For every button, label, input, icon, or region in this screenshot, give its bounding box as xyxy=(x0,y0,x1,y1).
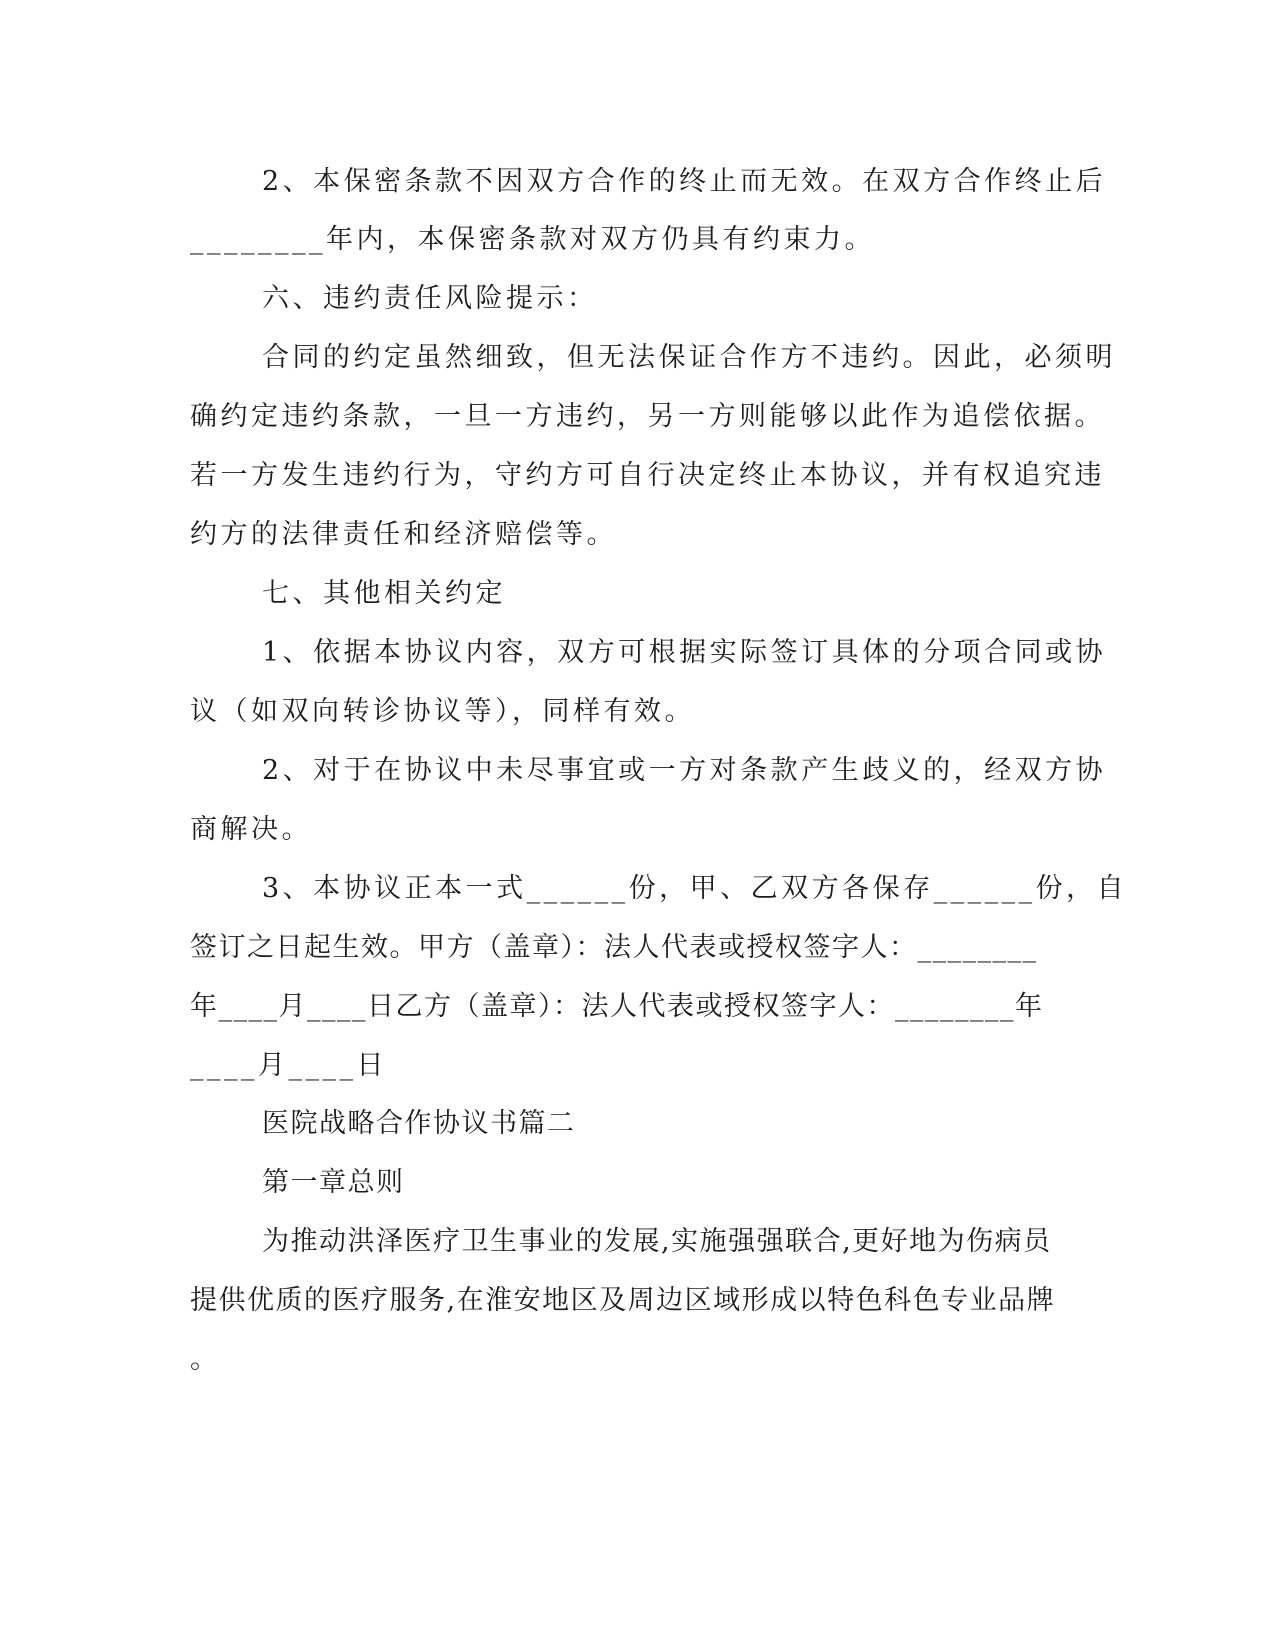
section-6-para-line-4: 约方的法律责任和经济赔偿等。 xyxy=(190,519,617,550)
clause-7-1-line-1: 1、依据本协议内容，双方可根据实际签订具体的分项合同或协 xyxy=(262,637,1107,668)
chapter-1-para-line-3: 。 xyxy=(190,1344,221,1375)
clause-5-2-line-1: 2、本保密条款不因双方合作的终止而无效。在双方合作终止后 xyxy=(262,166,1107,197)
clause-7-2-line-2: 商解决。 xyxy=(190,814,312,845)
part-two-title: 医院战略合作协议书篇二 xyxy=(262,1108,576,1139)
clause-7-3-line-1: 3、本协议正本一式______份，甲、乙双方各保存______份，自 xyxy=(262,873,1128,904)
section-6-para-line-3: 若一方发生违约行为，守约方可自行决定终止本协议，并有权追究违 xyxy=(190,460,1105,491)
clause-7-3-line-4: ____月____日 xyxy=(190,1050,387,1081)
section-6-para-line-2: 确约定违约条款，一旦一方违约，另一方则能够以此作为追偿依据。 xyxy=(190,401,1105,432)
clause-7-1-line-2: 议（如双向转诊协议等），同样有效。 xyxy=(190,696,695,727)
clause-7-3-line-2: 签订之日起生效。甲方（盖章）：法人代表或授权签字人：________ xyxy=(190,932,1038,963)
section-7-heading: 七、其他相关约定 xyxy=(262,578,506,609)
clause-5-2-line-2: ________年内，本保密条款对双方仍具有约束力。 xyxy=(190,224,875,255)
chapter-1-para-line-1: 为推动洪泽医疗卫生事业的发展,实施强强联合,更好地为伤病员 xyxy=(262,1226,1052,1257)
chapter-1-para-line-2: 提供优质的医疗服务,在淮安地区及周边区域形成以特色科色专业品牌 xyxy=(190,1285,1056,1316)
chapter-1-heading: 第一章总则 xyxy=(262,1167,405,1198)
section-6-heading: 六、违约责任风险提示： xyxy=(262,283,598,314)
section-6-para-line-1: 合同的约定虽然细致，但无法保证合作方不违约。因此，必须明 xyxy=(262,342,1116,373)
clause-7-2-line-1: 2、对于在协议中未尽事宜或一方对条款产生歧义的，经双方协 xyxy=(262,755,1107,786)
clause-7-3-line-3: 年____月____日乙方（盖章）：法人代表或授权签字人：________年 xyxy=(190,991,1044,1022)
